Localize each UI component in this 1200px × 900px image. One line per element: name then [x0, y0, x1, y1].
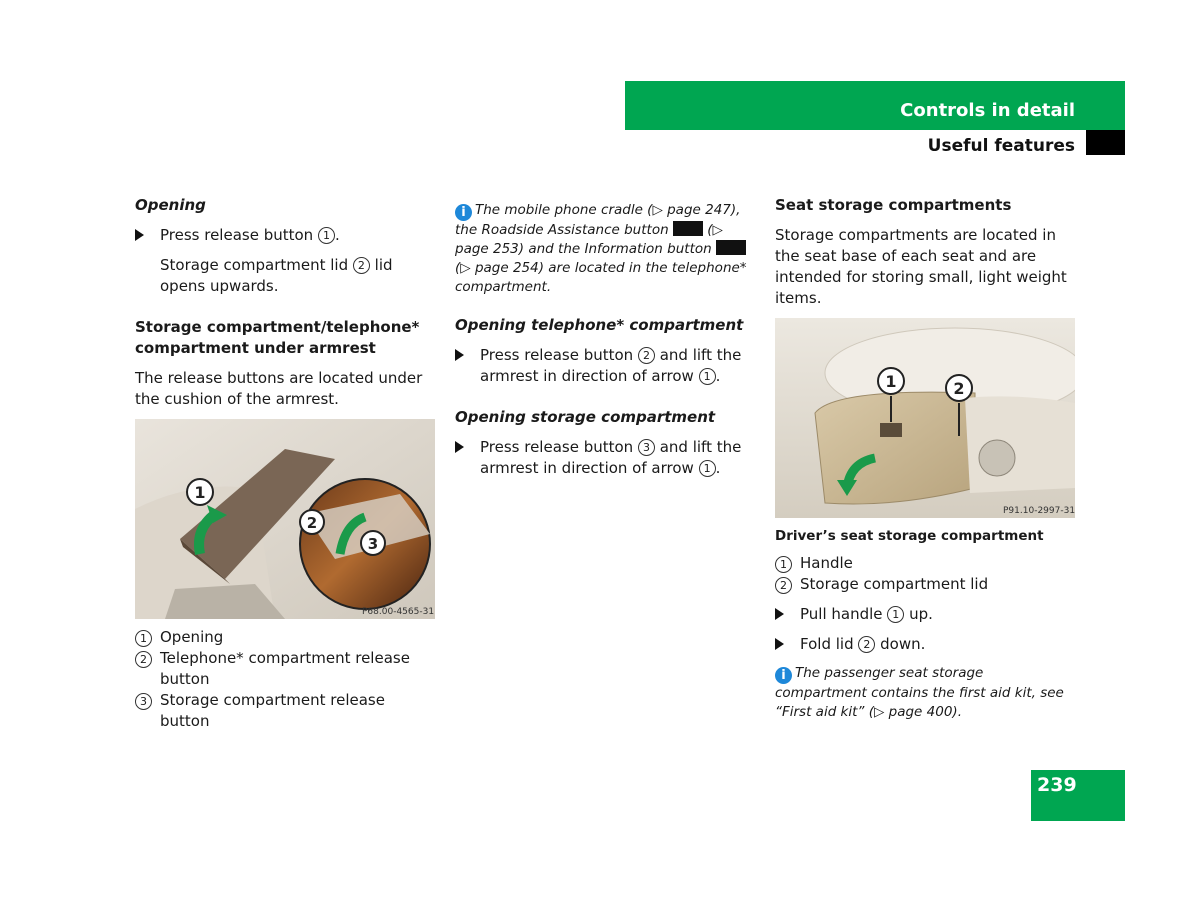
step-text: and lift the armrest in direction of arrow: [480, 438, 742, 477]
step-text: .: [715, 459, 721, 477]
roadside-assistance-icon: [673, 221, 703, 236]
legend-item: [135, 690, 435, 732]
armrest-figure: [135, 419, 435, 619]
info-icon: i: [455, 204, 472, 221]
circled-number: 1: [887, 606, 904, 623]
note-text: (▷ page 254) are located in the telephone* compartment.: [455, 260, 747, 295]
subsection-title: Useful features: [927, 136, 1075, 156]
note-text: The passenger seat storage compartment contains the first aid kit, see “First aid kit” (▷ page 400).: [775, 665, 1064, 720]
step-result: [135, 255, 435, 297]
circled-number: 2: [638, 347, 655, 364]
information-button-icon: [716, 240, 746, 255]
legend-item: [135, 648, 435, 690]
circled-number: 3: [135, 693, 152, 710]
step-text: .: [715, 367, 721, 385]
step-pull-handle: [775, 604, 1075, 625]
step-text: Press release button: [480, 346, 638, 364]
legend-label: Storage compartment lid: [800, 575, 989, 593]
result-text: lid opens upwards.: [160, 256, 393, 295]
bullet-triangle-icon: [775, 638, 784, 650]
step-open-telephone: [455, 345, 755, 387]
svg-text:3: 3: [367, 535, 379, 553]
column-right: [775, 195, 1075, 734]
legend-label: Telephone* compartment release button: [160, 649, 410, 688]
seat-storage-heading: Seat storage compartments: [775, 196, 1012, 214]
legend-label: Opening: [160, 628, 224, 646]
step-text: down.: [875, 635, 926, 653]
circled-number: 1: [318, 227, 335, 244]
svg-text:1: 1: [194, 483, 206, 502]
circled-number: 1: [699, 368, 716, 385]
info-icon: i: [775, 667, 792, 684]
page-number: 239: [1037, 774, 1077, 796]
result-text: Storage compartment lid: [160, 256, 353, 274]
column-middle: [455, 195, 755, 488]
armrest-body: The release buttons are located under the cushion of the armrest.: [135, 369, 423, 408]
note-text: The mobile phone cradle (▷ page 247), the Roadside Assistance button: [455, 202, 741, 238]
svg-text:2: 2: [306, 514, 318, 532]
step-text: Fold lid: [800, 635, 859, 653]
seat-legend: [775, 553, 1075, 595]
bullet-triangle-icon: [135, 229, 144, 241]
circled-number: 2: [135, 651, 152, 668]
bullet-triangle-icon: [455, 441, 464, 453]
step-text: up.: [904, 605, 933, 623]
opening-heading: Opening: [135, 196, 206, 214]
seat-storage-body: Storage compartments are located in the seat base of each seat and are intended for storing small, light weight items.: [775, 226, 1067, 307]
circled-number: 1: [699, 460, 716, 477]
circled-number: 2: [775, 577, 792, 594]
legend-label: Handle: [800, 554, 853, 572]
telephone-note: [455, 201, 755, 297]
bullet-triangle-icon: [775, 608, 784, 620]
step-fold-lid: [775, 634, 1075, 655]
note-text: (▷ page 253) and the Information button: [455, 222, 723, 257]
step-text: .: [334, 226, 340, 244]
legend-label: Storage compartment release button: [160, 691, 385, 730]
legend-item: [775, 553, 1075, 574]
circled-number: 1: [775, 556, 792, 573]
step-text: Press release button: [480, 438, 638, 456]
telephone-heading: Opening telephone* compartment: [455, 316, 744, 334]
svg-text:2: 2: [953, 379, 965, 398]
step-text: and lift the armrest in direction of arrow: [480, 346, 742, 385]
legend-item: [775, 574, 1075, 595]
armrest-legend: [135, 627, 435, 732]
armrest-heading: Storage compartment/telephone* compartment under armrest: [135, 318, 420, 357]
circled-number: 2: [858, 636, 875, 653]
step-text: Press release button: [160, 226, 318, 244]
step-open-storage: [455, 437, 755, 479]
seat-storage-figure: [775, 318, 1075, 518]
circled-number: 3: [638, 439, 655, 456]
storage-heading: Opening storage compartment: [455, 408, 716, 426]
step-text: Pull handle: [800, 605, 888, 623]
section-title: Controls in detail: [900, 100, 1075, 121]
step-press-release: [135, 225, 435, 246]
figure-code: P91.10-2997-31: [1003, 506, 1075, 516]
column-left: [135, 195, 435, 732]
circled-number: 1: [135, 630, 152, 647]
header-black-tab: [1086, 130, 1125, 155]
svg-text:1: 1: [885, 372, 897, 391]
bullet-triangle-icon: [455, 349, 464, 361]
figure-code: P68.00-4565-31: [362, 607, 435, 617]
legend-item: [135, 627, 435, 648]
figure-caption: Driver’s seat storage compartment: [775, 528, 1044, 544]
circled-number: 2: [353, 257, 370, 274]
first-aid-note: [775, 664, 1075, 722]
